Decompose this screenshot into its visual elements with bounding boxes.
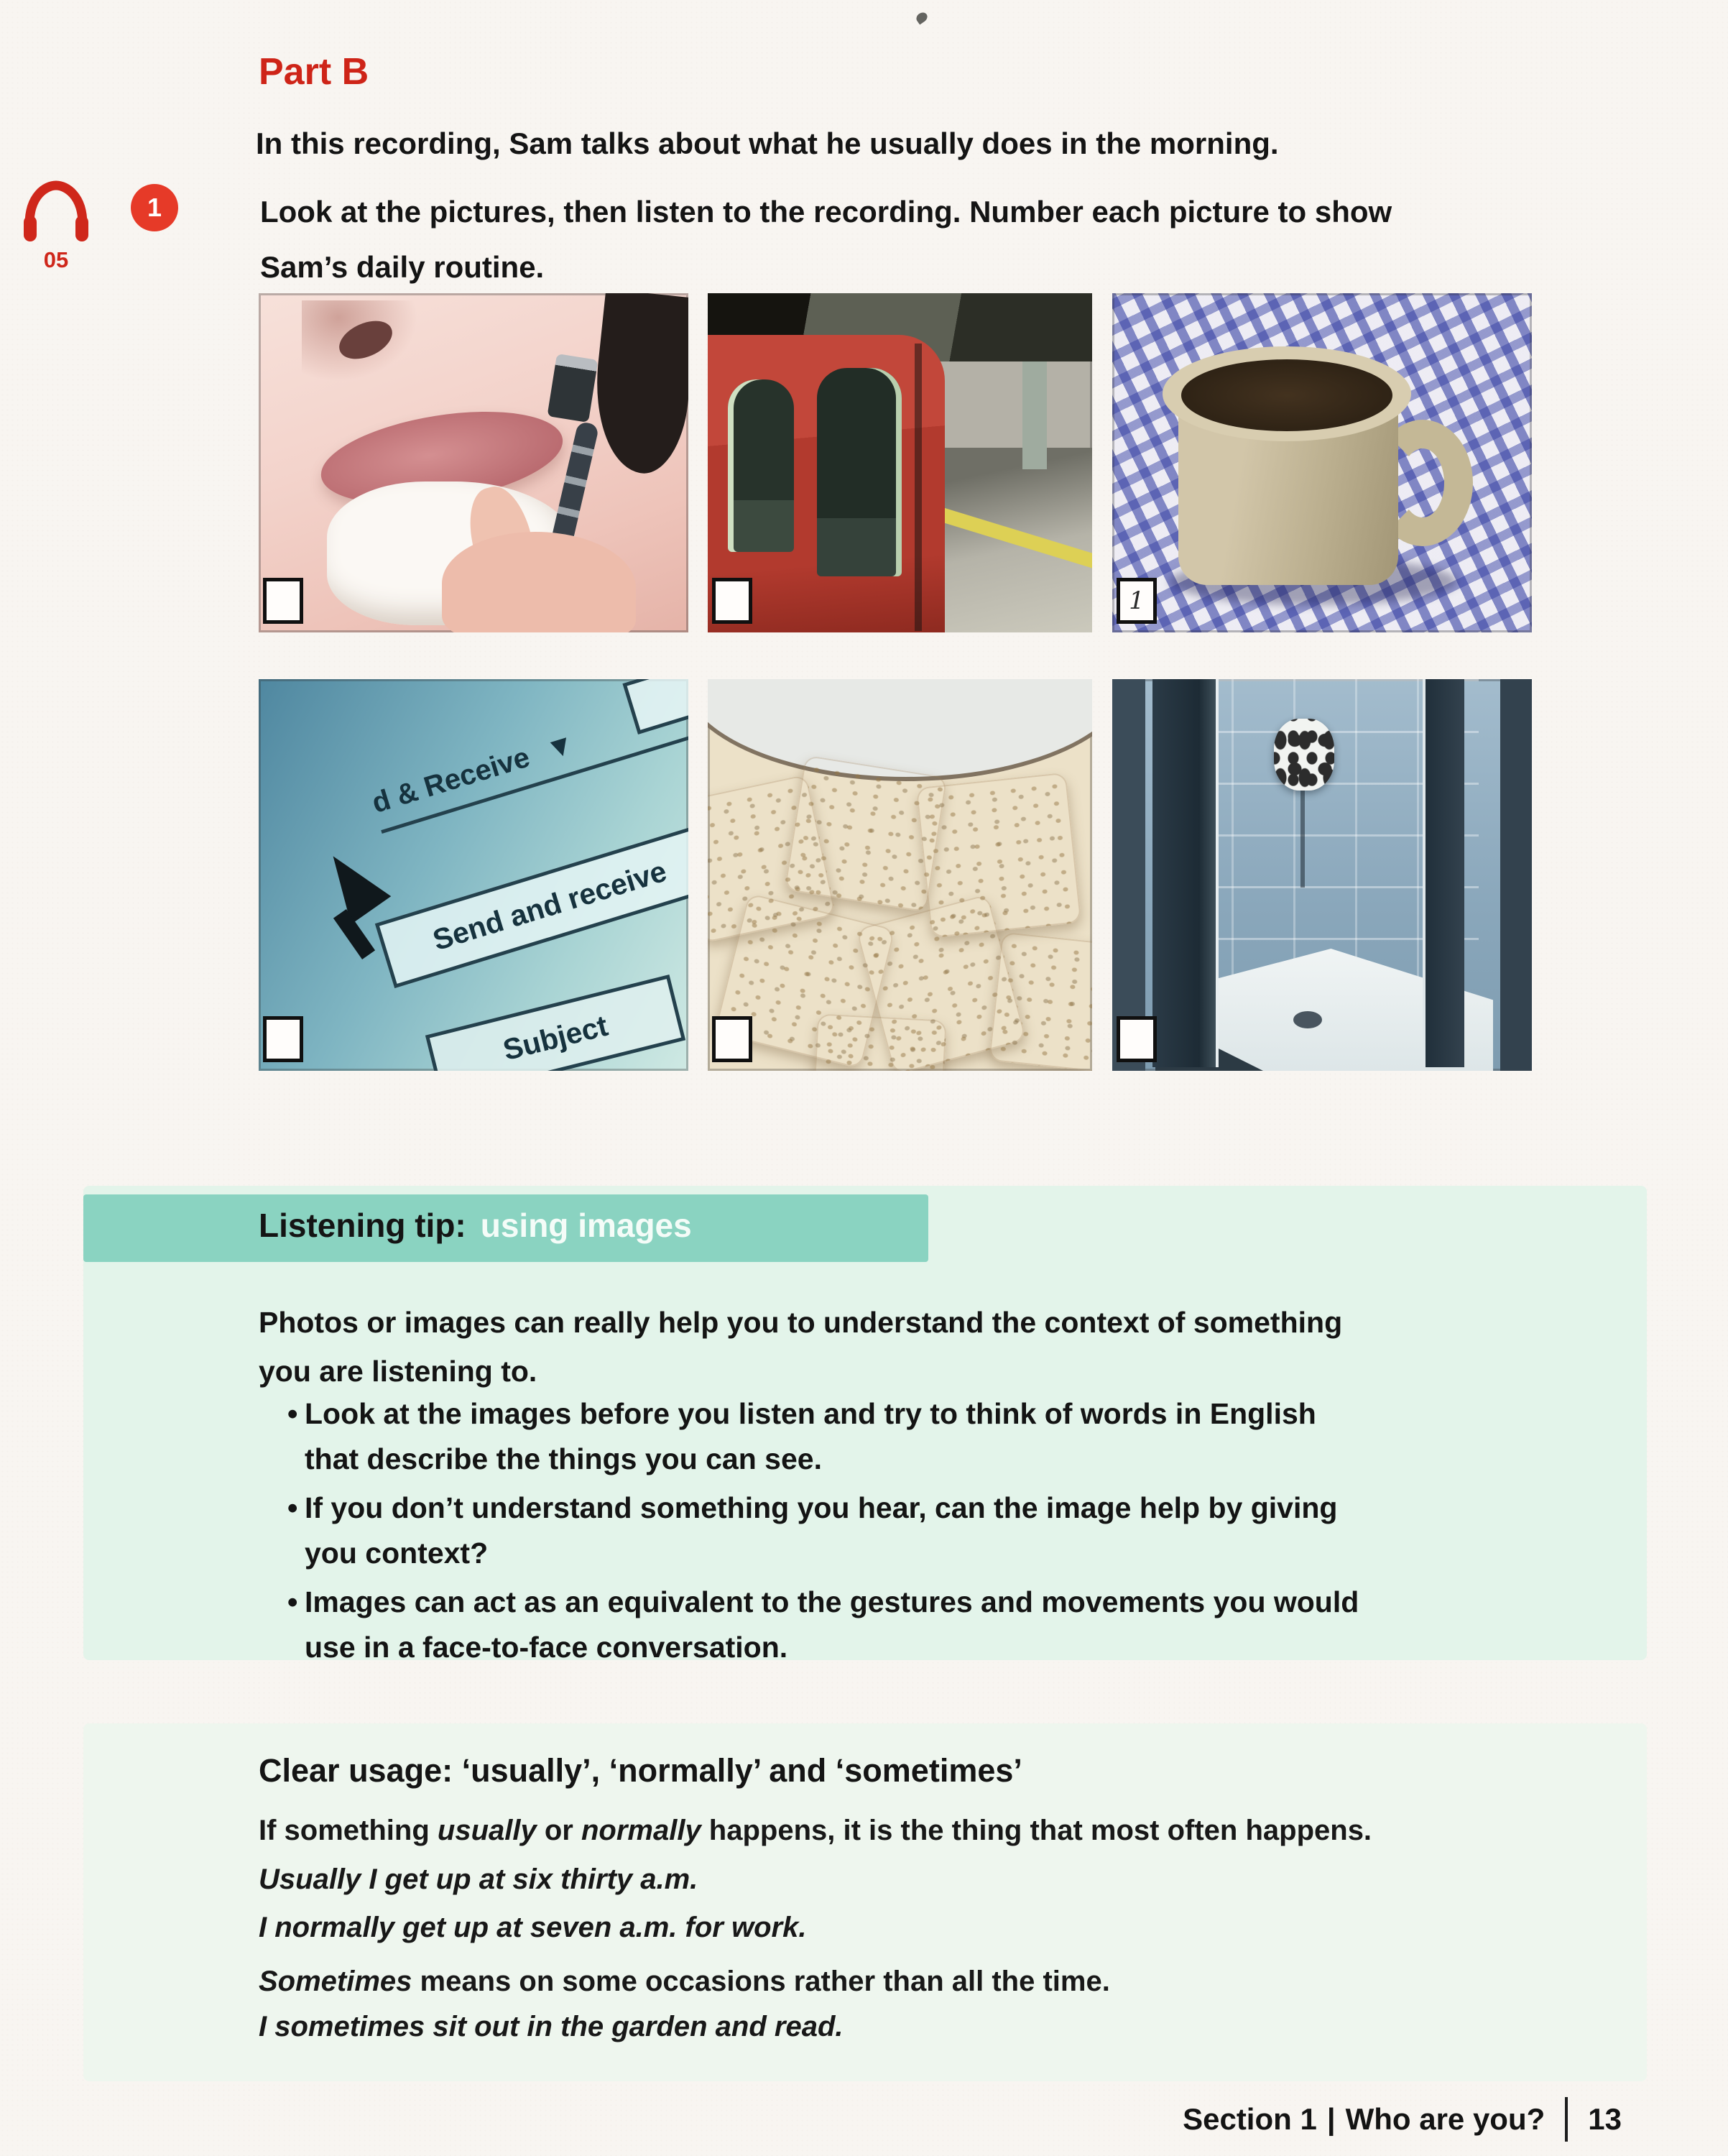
answer-box-shaving[interactable]: [263, 578, 303, 624]
scan-artifact: [915, 11, 930, 25]
instruction-line: Sam’s daily routine.: [260, 250, 545, 284]
bullet-icon: •: [287, 1491, 298, 1524]
carriage-gap: [915, 344, 922, 631]
bullet-line: use in a face-to-face conversation.: [305, 1631, 788, 1664]
coffee-surface-shape: [1181, 359, 1392, 431]
send-receive-label: Send and receive: [428, 854, 670, 957]
page-footer: [1183, 2097, 1622, 2142]
clear-usage-heading: Clear usage: ‘usually’, ‘normally’ and ‘sometimes’: [259, 1752, 1022, 1789]
footer-section: Section 1: [1183, 2102, 1317, 2136]
menu-label: d & Receive: [368, 741, 534, 819]
part-title: Part B: [259, 51, 369, 93]
plate-rim-shape: [708, 679, 1092, 781]
tip-intro-line: Photos or images can really help you to understand the context of something: [259, 1306, 1343, 1339]
usage-rule-line: If something usually or normally happens, it is the thing that most often happens.: [259, 1815, 1372, 1846]
tip-intro: [259, 1298, 1342, 1396]
train-window: [728, 379, 794, 552]
razor-head-shape: [547, 354, 598, 423]
tip-bullet-list: [259, 1391, 1595, 1674]
answer-box-train[interactable]: [712, 578, 752, 624]
exercise-number-badge: 1: [131, 184, 178, 231]
cereal-square: [813, 1013, 947, 1071]
footer-rule: [1565, 2097, 1568, 2142]
picture-shaving: [259, 293, 688, 632]
shower-head-shape: [1274, 719, 1334, 791]
hair-shape: [587, 293, 688, 477]
answer-box-cereal[interactable]: [712, 1016, 752, 1062]
shower-hose-shape: [1300, 787, 1305, 888]
mouse-cursor-icon: [313, 842, 391, 924]
intro-text: In this recording, Sam talks about what he usually does in the morning.: [256, 126, 1279, 160]
shower-frame: [1500, 679, 1532, 1071]
bullet-line: If you don’t understand something you hear, can the image help by giving: [305, 1491, 1338, 1524]
dropdown-arrow-icon: ▼: [542, 727, 578, 766]
instruction-line: Look at the pictures, then listen to the recording. Number each picture to show: [260, 195, 1392, 229]
tip-heading-black: Listening tip:: [259, 1207, 466, 1244]
usage-example-line: I normally get up at seven a.m. for work.: [259, 1912, 807, 1943]
bullet-line: Images can act as an equivalent to the gestures and movements you would: [305, 1585, 1359, 1618]
bullet-line: that describe the things you can see.: [305, 1442, 822, 1475]
bullet-line: you context?: [305, 1537, 489, 1570]
bullet-icon: •: [287, 1585, 298, 1618]
tip-bullet: [259, 1391, 1595, 1482]
picture-shower: [1112, 679, 1532, 1071]
tip-bullet: [259, 1485, 1595, 1576]
picture-train: [708, 293, 1092, 632]
answer-box-mug[interactable]: [1117, 578, 1157, 624]
platform-pillar: [1022, 361, 1047, 469]
answer-box-shower[interactable]: [1117, 1016, 1157, 1062]
tip-heading-white: using images: [480, 1207, 692, 1244]
subject-field: [425, 975, 685, 1071]
shower-glass-door: [1423, 679, 1464, 1067]
footer-title: Who are you?: [1345, 2102, 1546, 2136]
instruction-text: [260, 184, 1525, 295]
picture-coffee-mug: [1112, 293, 1532, 632]
drain-shape: [1293, 1011, 1322, 1028]
tip-bullet: [259, 1580, 1595, 1670]
send-receive-button: [375, 823, 688, 988]
page-number: 13: [1588, 2102, 1622, 2136]
usage-example-line: Usually I get up at six thirty a.m.: [259, 1864, 698, 1895]
headphones-icon: [20, 180, 92, 246]
picture-email: [259, 679, 688, 1071]
shower-glass-door: [1152, 679, 1219, 1067]
shower-frame: [1112, 679, 1145, 1071]
subject-label: Subject: [499, 1008, 611, 1067]
train-door: [817, 368, 902, 576]
email-menu-strip: [365, 683, 688, 834]
bullet-line: Look at the images before you listen and try to think of words in English: [305, 1397, 1316, 1430]
audio-track-number: 05: [43, 247, 69, 272]
answer-value: 1: [1129, 586, 1145, 615]
hand-shape: [442, 532, 636, 632]
cereal-square: [989, 932, 1092, 1071]
bullet-icon: •: [287, 1397, 298, 1430]
usage-rule-line: Sometimes means on some occasions rather than all the time.: [259, 1966, 1110, 1997]
footer-divider: |: [1326, 2102, 1336, 2136]
tip-intro-line: you are listening to.: [259, 1355, 537, 1388]
picture-cereal: [708, 679, 1092, 1071]
listening-tip-heading: [259, 1206, 692, 1245]
answer-box-email[interactable]: [263, 1016, 303, 1062]
usage-example-line: I sometimes sit out in the garden and read.: [259, 2011, 844, 2042]
